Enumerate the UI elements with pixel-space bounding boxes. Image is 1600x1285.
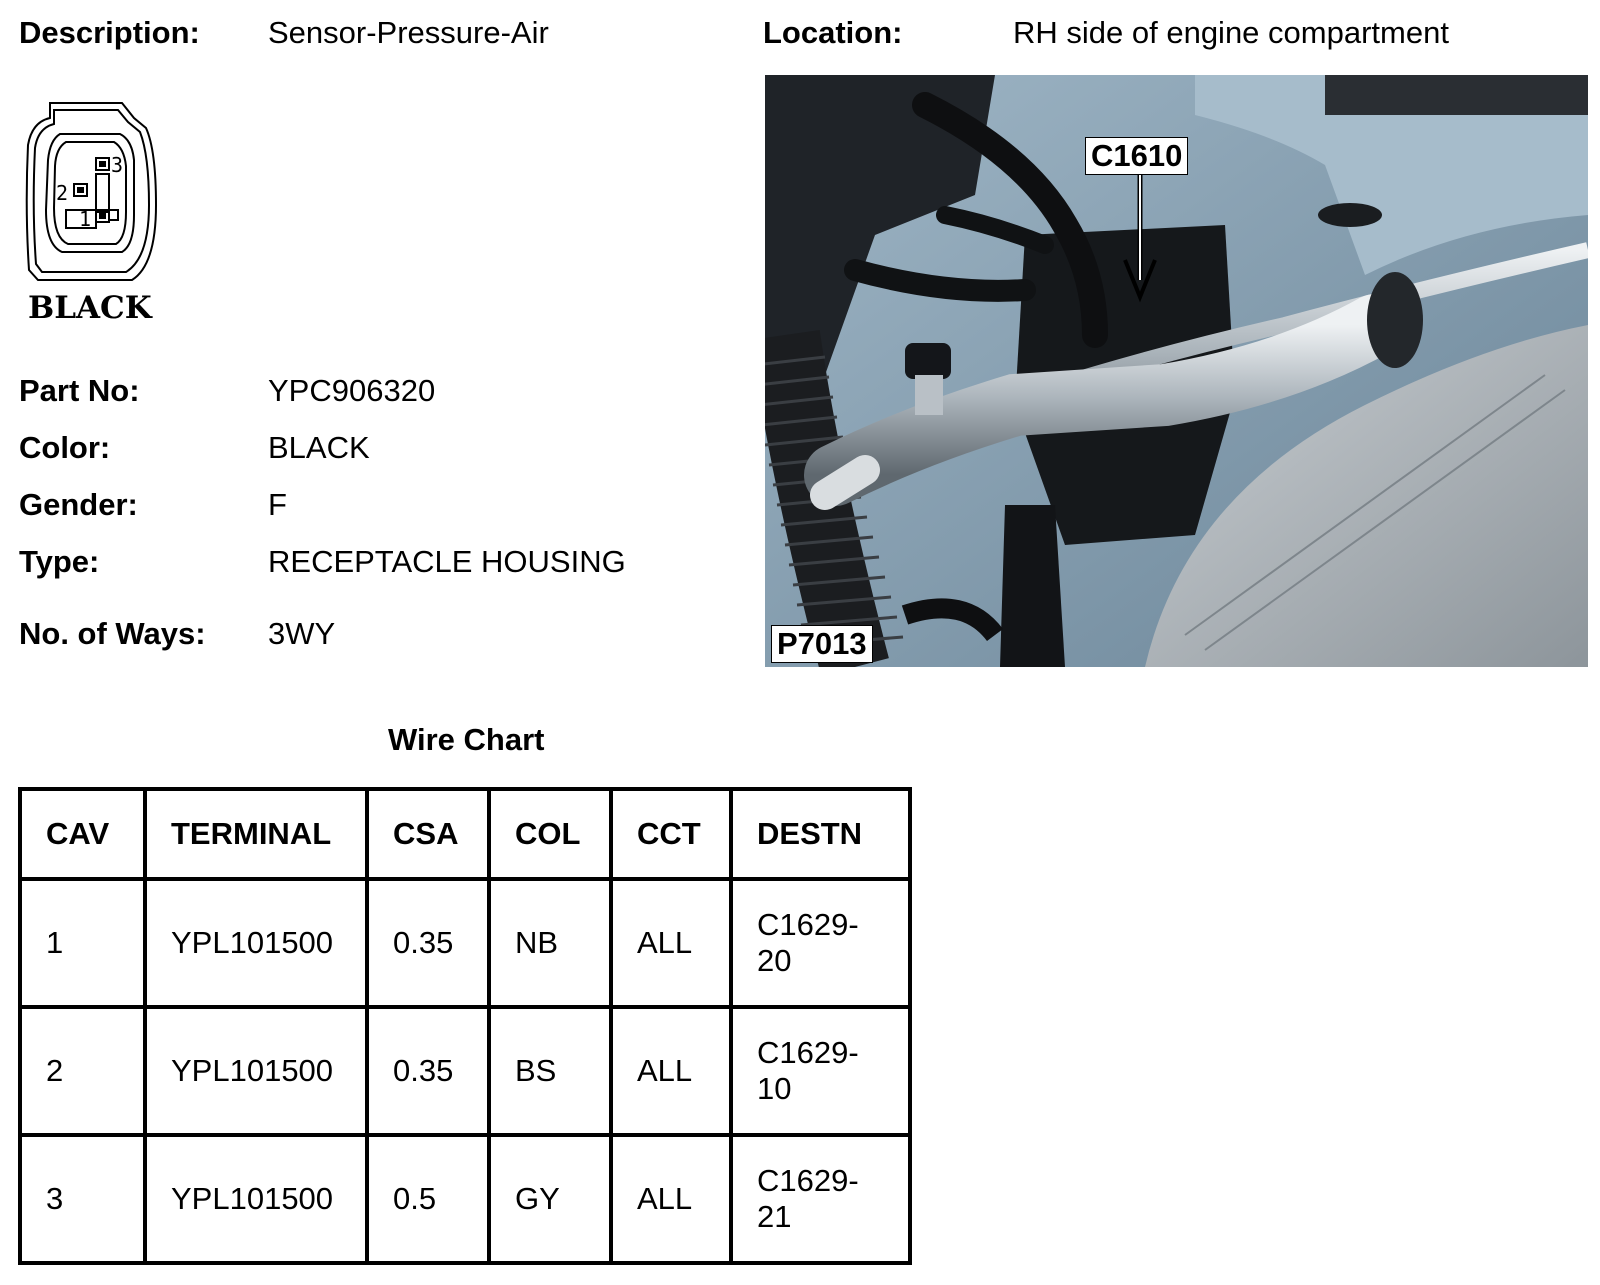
cell-terminal: YPL101500 — [145, 1007, 367, 1135]
photo-code-label: P7013 — [771, 625, 873, 663]
cell-terminal: YPL101500 — [145, 1135, 367, 1263]
color-label: Color: — [19, 430, 111, 465]
table-row — [20, 879, 910, 1007]
table-row — [20, 1007, 910, 1135]
cell-cav: 2 — [20, 1007, 145, 1135]
color-value: BLACK — [268, 430, 370, 465]
cell-terminal: YPL101500 — [145, 879, 367, 1007]
location-label: Location: — [763, 15, 903, 50]
gender-value: F — [268, 487, 287, 522]
cell-col: BS — [489, 1007, 611, 1135]
cell-destn — [731, 1007, 910, 1135]
cell-csa: 0.35 — [367, 1007, 489, 1135]
column-header-cct: CCT — [611, 789, 731, 879]
destn-line-2: 20 — [757, 943, 792, 978]
table-row — [20, 1135, 910, 1263]
destn-line-2: 21 — [757, 1199, 792, 1234]
gender-label: Gender: — [19, 487, 138, 522]
description-value: Sensor-Pressure-Air — [268, 15, 549, 50]
connector-color-text: BLACK — [28, 290, 152, 326]
cavity-number-3: 3 — [111, 153, 124, 177]
part-no-label: Part No: — [19, 373, 140, 408]
location-photo — [765, 75, 1588, 667]
column-header-col: COL — [489, 789, 611, 879]
wire-chart-title: Wire Chart — [388, 722, 545, 757]
cell-cav: 1 — [20, 879, 145, 1007]
column-header-cav: CAV — [20, 789, 145, 879]
destn-line-2: 10 — [757, 1071, 792, 1106]
cell-cct: ALL — [611, 1007, 731, 1135]
cavity-number-1: 1 — [79, 207, 92, 231]
ways-label: No. of Ways: — [19, 616, 206, 651]
part-no-value: YPC906320 — [268, 373, 436, 408]
ways-value: 3WY — [268, 616, 336, 651]
destn-line-1: C1629- — [757, 1163, 859, 1198]
column-header-destn: DESTN — [731, 789, 910, 879]
type-label: Type: — [19, 544, 100, 579]
type-value: RECEPTACLE HOUSING — [268, 544, 626, 579]
cell-cct: ALL — [611, 1135, 731, 1263]
cell-csa: 0.35 — [367, 879, 489, 1007]
cell-col: GY — [489, 1135, 611, 1263]
destn-line-1: C1629- — [757, 907, 859, 942]
connector-face-diagram — [22, 100, 164, 330]
column-header-terminal: TERMINAL — [145, 789, 367, 879]
cell-destn — [731, 1135, 910, 1263]
description-label: Description: — [19, 15, 200, 50]
destn-line-1: C1629- — [757, 1035, 859, 1070]
wire-chart-table — [18, 787, 912, 1265]
table-header-row — [20, 789, 910, 879]
cell-cav: 3 — [20, 1135, 145, 1263]
location-value: RH side of engine compartment — [1013, 15, 1449, 50]
cell-destn — [731, 879, 910, 1007]
connector-callout-label: C1610 — [1085, 137, 1188, 175]
column-header-csa: CSA — [367, 789, 489, 879]
cell-col: NB — [489, 879, 611, 1007]
cell-csa: 0.5 — [367, 1135, 489, 1263]
cell-cct: ALL — [611, 879, 731, 1007]
cavity-number-2: 2 — [56, 181, 69, 205]
